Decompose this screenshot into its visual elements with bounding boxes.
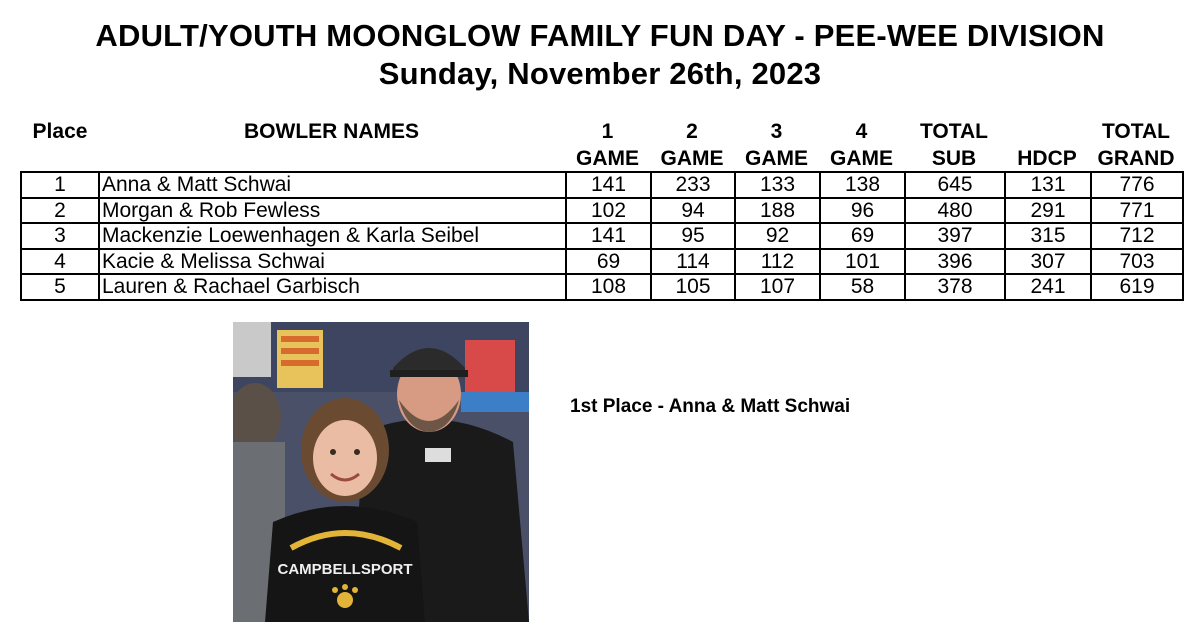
game-2-cell: 94 [651, 198, 735, 224]
bowler-name-cell: Morgan & Rob Fewless [99, 198, 566, 224]
winners-photo [233, 322, 529, 622]
game-1-cell: 108 [566, 274, 651, 300]
sub-total-cell: 397 [905, 223, 1005, 249]
game-1-cell: 102 [566, 198, 651, 224]
header-game-4 [819, 118, 904, 172]
header-game-3 [734, 118, 819, 172]
game-1-cell: 141 [566, 223, 651, 249]
hdcp-cell: 291 [1005, 198, 1091, 224]
results-table [20, 171, 1184, 301]
event-date: Sunday, November 26th, 2023 [378, 56, 822, 91]
header-game-1 [565, 118, 650, 172]
header-place: Place [32, 120, 88, 143]
table-row [21, 198, 1183, 224]
bowler-name-cell: Kacie & Melissa Schwai [99, 249, 566, 275]
place-cell: 5 [21, 274, 99, 300]
header-game-3-number: 3 [770, 120, 783, 143]
header-total-grand-line2: GRAND [1097, 147, 1175, 170]
header-game-2-number: 2 [686, 120, 698, 143]
game-2-cell: 95 [651, 223, 735, 249]
game-3-cell: 92 [735, 223, 820, 249]
hdcp-cell: 241 [1005, 274, 1091, 300]
hdcp-cell: 315 [1005, 223, 1091, 249]
header-total-sub-line1: TOTAL [919, 120, 989, 143]
header-bowler-names: BOWLER NAMES [244, 120, 419, 143]
game-3-cell: 107 [735, 274, 820, 300]
sub-total-cell: 396 [905, 249, 1005, 275]
game-3-cell: 112 [735, 249, 820, 275]
table-row [21, 249, 1183, 275]
game-2-cell: 114 [651, 249, 735, 275]
table-row [21, 172, 1183, 198]
grand-total-cell: 776 [1091, 172, 1183, 198]
bowler-name-cell: Anna & Matt Schwai [99, 172, 566, 198]
game-1-cell: 69 [566, 249, 651, 275]
hdcp-cell: 307 [1005, 249, 1091, 275]
shirt-text: CAMPBELLSPORT [277, 561, 413, 578]
sub-total-cell: 645 [905, 172, 1005, 198]
header-game-2-label: GAME [660, 147, 724, 170]
header-total-sub-line2: SUB [931, 147, 977, 170]
table-row [21, 223, 1183, 249]
hdcp-cell: 131 [1005, 172, 1091, 198]
header-total-grand-line1: TOTAL [1101, 120, 1171, 143]
game-2-cell: 105 [651, 274, 735, 300]
header-game-1-label: GAME [576, 147, 639, 170]
header-total-sub [904, 118, 1004, 172]
game-4-cell: 96 [820, 198, 905, 224]
grand-total-cell: 619 [1091, 274, 1183, 300]
game-4-cell: 138 [820, 172, 905, 198]
game-3-cell: 133 [735, 172, 820, 198]
grand-total-cell: 771 [1091, 198, 1183, 224]
place-cell: 2 [21, 198, 99, 224]
header-hdcp: HDCP [1017, 147, 1077, 170]
header-game-4-number: 4 [855, 120, 868, 143]
header-game-1-number: 1 [601, 120, 614, 143]
header-game-3-label: GAME [745, 147, 808, 170]
winners-photo-illustration [233, 322, 529, 622]
sub-total-cell: 378 [905, 274, 1005, 300]
header-total-grand [1090, 118, 1182, 172]
sub-total-cell: 480 [905, 198, 1005, 224]
game-1-cell: 141 [566, 172, 651, 198]
bowler-name-cell: Mackenzie Loewenhagen & Karla Seibel [99, 223, 566, 249]
game-3-cell: 188 [735, 198, 820, 224]
photo-caption: 1st Place - Anna & Matt Schwai [570, 396, 851, 417]
game-4-cell: 69 [820, 223, 905, 249]
place-cell: 3 [21, 223, 99, 249]
table-row [21, 274, 1183, 300]
page-title: ADULT/YOUTH MOONGLOW FAMILY FUN DAY - PEE-WEE DIVISION [95, 18, 1105, 53]
bowler-name-cell: Lauren & Rachael Garbisch [99, 274, 566, 300]
place-cell: 4 [21, 249, 99, 275]
place-cell: 1 [21, 172, 99, 198]
game-4-cell: 58 [820, 274, 905, 300]
header-game-4-label: GAME [830, 147, 893, 170]
grand-total-cell: 712 [1091, 223, 1183, 249]
game-2-cell: 233 [651, 172, 735, 198]
header-game-2 [650, 118, 734, 172]
game-4-cell: 101 [820, 249, 905, 275]
grand-total-cell: 703 [1091, 249, 1183, 275]
